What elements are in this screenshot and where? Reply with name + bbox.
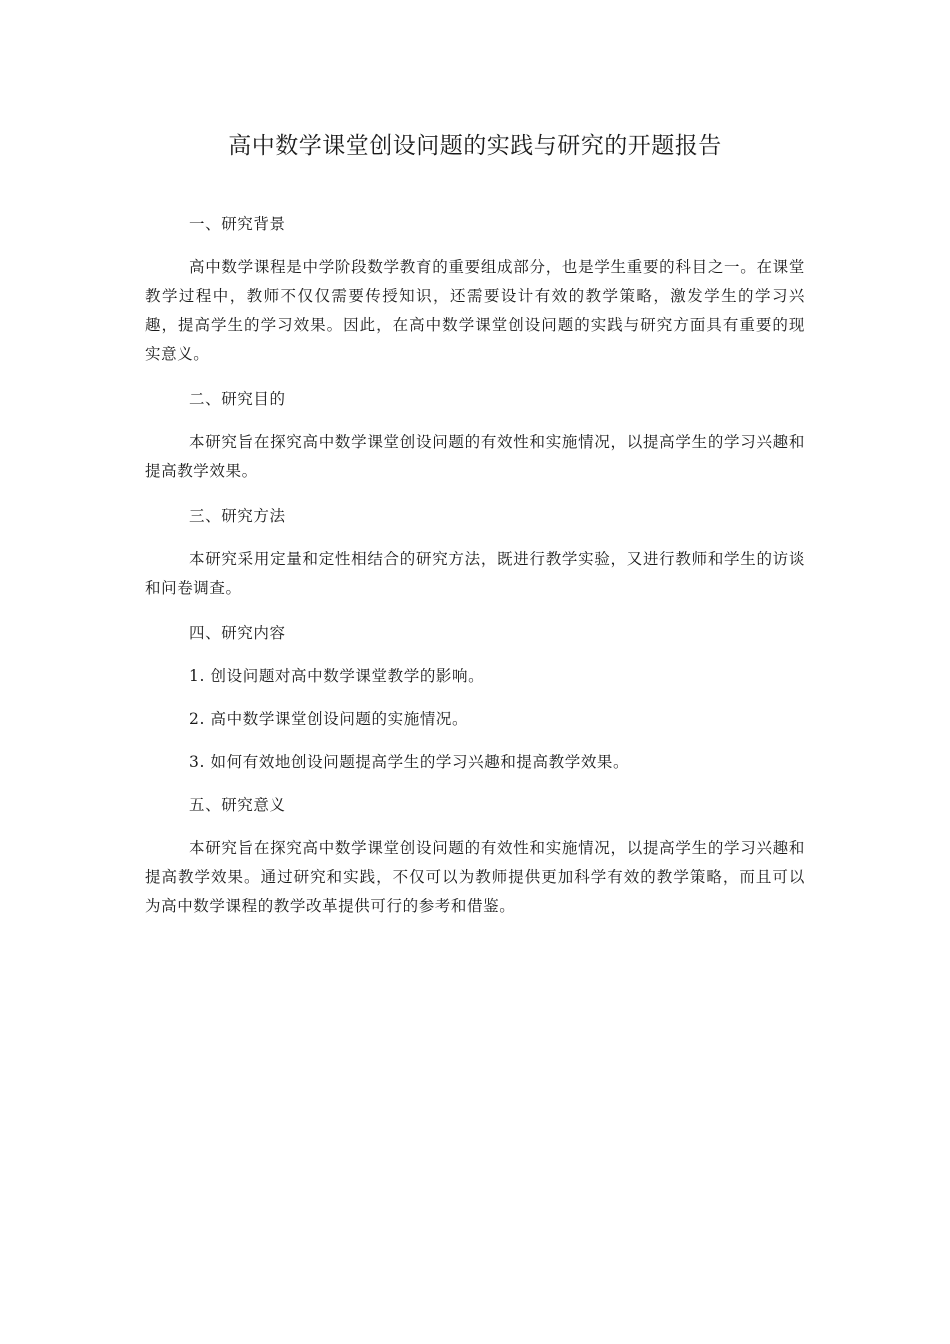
list-item: 3. 如何有效地创设问题提高学生的学习兴趣和提高教学效果。 <box>189 753 630 771</box>
document-body <box>145 210 805 921</box>
list-item: 1. 创设问题对高中数学课堂教学的影响。 <box>189 667 485 685</box>
list-item: 2. 高中数学课堂创设问题的实施情况。 <box>189 710 469 728</box>
section-text-significance: 本研究旨在探究高中数学课堂创设问题的有效性和实施情况，以提高学生的学习兴趣和提高教学效果。通过研究和实践，不仅可以为教师提供更加科学有效的教学策略，而且可以为高中数学课程的教学改革提供可行的参考和借鉴。 <box>145 839 805 915</box>
section-heading-significance: 五、研究意义 <box>189 796 286 814</box>
section-text-method: 本研究采用定量和定性相结合的研究方法，既进行教学实验，又进行教师和学生的访谈和问卷调查。 <box>145 550 805 597</box>
section-heading-purpose: 二、研究目的 <box>189 390 286 408</box>
section-text-purpose: 本研究旨在探究高中数学课堂创设问题的有效性和实施情况，以提高学生的学习兴趣和提高教学效果。 <box>145 433 805 480</box>
section-heading-method: 三、研究方法 <box>189 507 286 525</box>
section-heading-background: 一、研究背景 <box>189 215 286 233</box>
page-title: 高中数学课堂创设问题的实践与研究的开题报告 <box>228 133 722 159</box>
section-text-background: 高中数学课程是中学阶段数学教育的重要组成部分，也是学生重要的科目之一。在课堂教学过程中，教师不仅仅需要传授知识，还需要设计有效的教学策略，激发学生的学习兴趣，提高学生的学习效果。因此，在高中数学课堂创设问题的实践与研究方面具有重要的现实意义。 <box>145 258 805 363</box>
section-heading-content: 四、研究内容 <box>189 624 286 642</box>
